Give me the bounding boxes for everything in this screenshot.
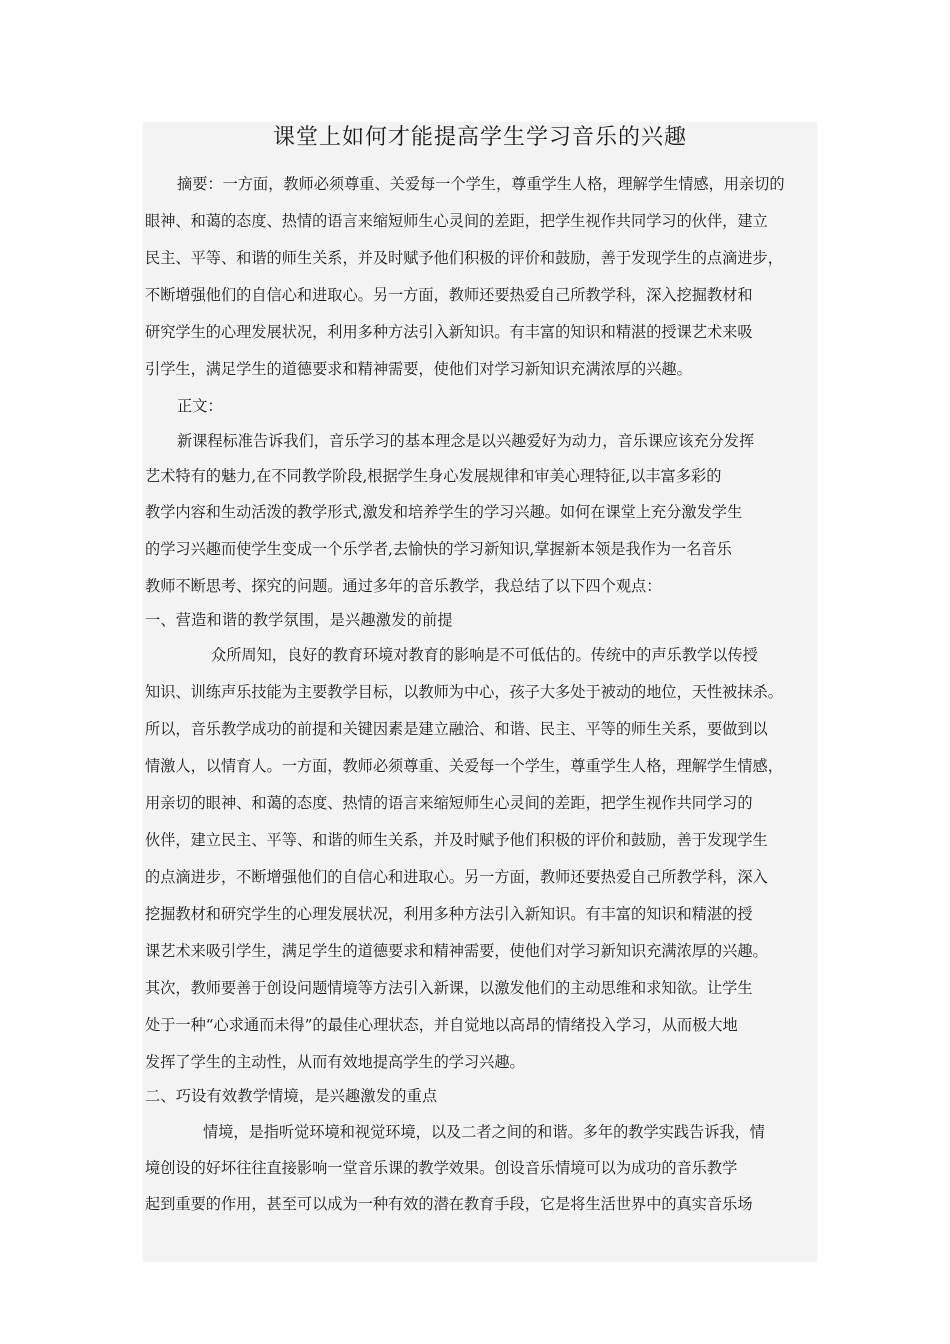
abstract-line: 民主、平等、和谐的师生关系，并及时赋予他们积极的评价和鼓励，善于发现学生的点滴进步， (145, 249, 783, 267)
document-title: 课堂上如何才能提高学生学习音乐的兴趣 (272, 125, 687, 150)
paragraph-line: 课艺术来吸引学生，满足学生的道德要求和精神需要，使他们对学习新知识充满浓厚的兴趣。 (145, 942, 768, 960)
paragraph-line: 处于一种“心求通而未得”的最佳心理状态，并自觉地以高昂的情绪投入学习，从而极大地 (145, 1016, 738, 1034)
paragraph-line: 发挥了学生的主动性，从而有效地提高学生的学习兴趣。 (145, 1053, 525, 1071)
paragraph-line: 情激人，以情育人。一方面，教师必须尊重、关爱每一个学生，尊重学生人格，理解学生情感， (145, 757, 783, 775)
body-label: 正文： (177, 397, 223, 415)
paragraph-line: 教学内容和生动活泼的教学形式,激发和培养学生的学习兴趣。如何在课堂上充分激发学生 (145, 503, 743, 521)
paragraph-line: 挖掘教材和研究学生的心理发展状况，利用多种方法引入新知识。有丰富的知识和精湛的授 (145, 905, 753, 923)
abstract-line: 引学生，满足学生的道德要求和精神需要，使他们对学习新知识充满浓厚的兴趣。 (145, 360, 692, 378)
paragraph-line: 所以，音乐教学成功的前提和关键因素是建立融洽、和谐、民主、平等的师生关系，要做到以 (145, 720, 768, 738)
abstract-line: 研究学生的心理发展状况，利用多种方法引入新知识。有丰富的知识和精湛的授课艺术来吸 (145, 323, 753, 341)
paragraph-line: 其次，教师要善于创设问题情境等方法引入新课，以激发他们的主动思维和求知欲。让学生 (145, 979, 753, 997)
abstract-line: 眼神、和蔼的态度、热情的语言来缩短师生心灵间的差距，把学生视作共同学习的伙伴，建立 (145, 212, 768, 230)
paragraph-line: 新课程标准告诉我们，音乐学习的基本理念是以兴趣爱好为动力，音乐课应该充分发挥 (177, 432, 755, 450)
section-heading: 一、营造和谐的教学氛围，是兴趣激发的前提 (145, 611, 453, 629)
paragraph-line: 情境，是指听觉环境和视觉环境，以及二者之间的和谐。多年的教学实践告诉我，情 (203, 1123, 765, 1141)
paragraph-line: 境创设的好坏往往直接影响一堂音乐课的教学效果。创设音乐情境可以为成功的音乐教学 (145, 1159, 738, 1177)
paragraph-line: 用亲切的眼神、和蔼的态度、热情的语言来缩短师生心灵间的差距，把学生视作共同学习的 (145, 794, 753, 812)
paragraph-line: 艺术特有的魅力,在不同教学阶段,根据学生身心发展规律和审美心理特征,以丰富多彩的 (145, 467, 722, 485)
abstract-line: 不断增强他们的自信心和进取心。另一方面，教师还要热爱自己所教学科，深入挖掘教材和 (145, 286, 753, 304)
paragraph-line: 起到重要的作用，甚至可以成为一种有效的潜在教育手段，它是将生活世界中的真实音乐场 (145, 1195, 753, 1213)
paragraph-line: 教师不断思考、探究的问题。通过多年的音乐教学，我总结了以下四个观点： (145, 577, 662, 595)
section-heading: 二、巧设有效教学情境，是兴趣激发的重点 (145, 1087, 438, 1105)
paragraph-line: 知识、训练声乐技能为主要教学目标，以教师为中心，孩子大多处于被动的地位，天性被抹杀。 (145, 683, 783, 701)
paragraph-line: 伙伴，建立民主、平等、和谐的师生关系，并及时赋予他们积极的评价和鼓励，善于发现学生 (145, 831, 768, 849)
paragraph-line: 的学习兴趣而使学生变成一个乐学者,去愉快的学习新知识,掌握新本领是我作为一名音乐 (145, 540, 732, 558)
paragraph-line: 的点滴进步，不断增强他们的自信心和进取心。另一方面，教师还要热爱自己所教学科，深入 (145, 868, 768, 886)
paragraph-line: 众所周知，良好的教育环境对教育的影响是不可低估的。传统中的声乐教学以传授 (211, 646, 758, 664)
abstract-line: 摘要：一方面，教师必须尊重、关爱每一个学生，尊重学生人格，理解学生情感，用亲切的 (177, 175, 785, 193)
